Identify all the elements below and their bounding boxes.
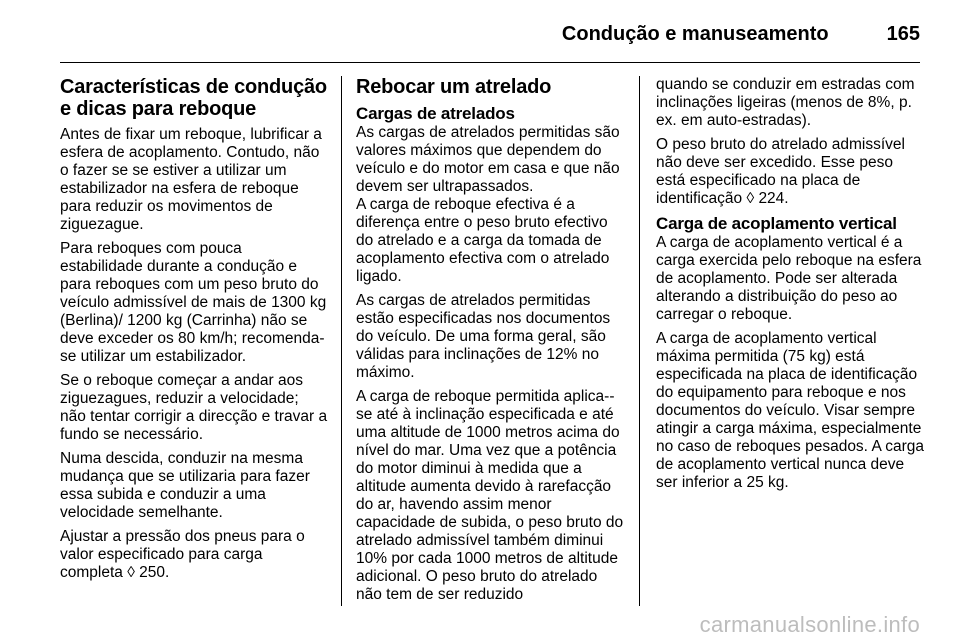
paragraph: Ajustar a pressão dos pneus para o valor especificado para carga completa ◊ 250. — [60, 528, 305, 581]
paragraph: Numa descida, conduzir na mesma mudança que se utilizaria para fazer essa subida e conduzir a uma velocidade semelhante. — [60, 450, 310, 521]
paragraph: quando se conduzir em estradas com inclinações ligeiras (menos de 8%, p. ex. em auto-estradas). — [656, 76, 915, 129]
page-header — [562, 18, 920, 50]
paragraph: A carga de reboque efectiva é a diferença entre o peso bruto efectivo do atrelado e a carga da tomada de acoplamento efectiva com o atrelado ligado. — [356, 196, 610, 285]
paragraph: O peso bruto do atrelado admissível não deve ser excedido. Esse peso está especificado na placa de identificação ◊ 224. — [656, 136, 905, 207]
paragraph: As cargas de atrelados permitidas são valores máximos que dependem do veículo e do motor em casa e que não devem ser ultrapassados. — [356, 124, 620, 195]
paragraph: Se o reboque começar a andar aos ziguezagues, reduzir a velocidade; não tentar corrigir a direcção e travar a fundo se necessário. — [60, 372, 328, 443]
paragraph: A carga de reboque permitida aplica--se até à inclinação especificada e até uma altitude de 1000 metros acima do nível do mar. Uma vez que a potência do motor diminui à medida que a altitude aumenta devido à rarefacção do ar, havendo assim menor capacidade de subida, o peso bruto do atrelado admissível também diminui 10% por cada 1000 metros de altitude adicional. O peso bruto do atrelado não tem de ser reduzido — [356, 388, 624, 603]
paragraph: A carga de acoplamento vertical máxima permitida (75 kg) está especificada na placa de identificação do equipamento para reboque e nos documentos do veículo. Visar sempre atingir a carga máxima, especialmente no caso de reboques pesados. A carga de acoplamento vertical nunca deve ser inferior a 25 kg. — [656, 330, 925, 491]
site-watermark: carmanualsonline.info — [699, 612, 920, 637]
paragraph: A carga de acoplamento vertical é a carga exercida pelo reboque na esfera de acoplamento. Pode ser alterada alterando a distribuição do peso ao carregar o reboque. — [656, 234, 922, 323]
section-heading-driving-tips: Características de condução e dicas para reboque — [60, 76, 327, 120]
header-divider — [60, 62, 920, 63]
section-heading-towing: Rebocar um atrelado — [356, 76, 552, 98]
column-driving-tips — [60, 76, 328, 588]
column-divider — [341, 76, 342, 606]
column-divider — [639, 76, 640, 606]
subheading-vertical-coupling-load: Carga de acoplamento vertical — [656, 214, 897, 233]
subheading-trailer-loads: Cargas de atrelados — [356, 104, 515, 123]
paragraph: Antes de fixar um reboque, lubrificar a esfera de acoplamento. Contudo, não o fazer se se estiver a utilizar um estabilizador na esfera de reboque para reduzir os movimentos de ziguezague. — [60, 126, 322, 233]
paragraph: Para reboques com pouca estabilidade durante a condução e para reboques com um peso bruto do veículo admissível de mais de 1300 kg (Berlina)/ 1200 kg (Carrinha) não se deve exceder os 80 km/h; recomenda-se utilizar um estabilizador. — [60, 240, 327, 365]
column-vertical-load — [656, 76, 924, 498]
page-number: 165 — [886, 22, 920, 45]
paragraph: As cargas de atrelados permitidas estão especificadas nos documentos do veículo. De uma forma geral, são válidas para inclinações de 12% no máximo. — [356, 292, 611, 381]
page-header-title: Condução e manuseamento — [561, 22, 829, 45]
column-towing-trailer — [356, 76, 624, 610]
